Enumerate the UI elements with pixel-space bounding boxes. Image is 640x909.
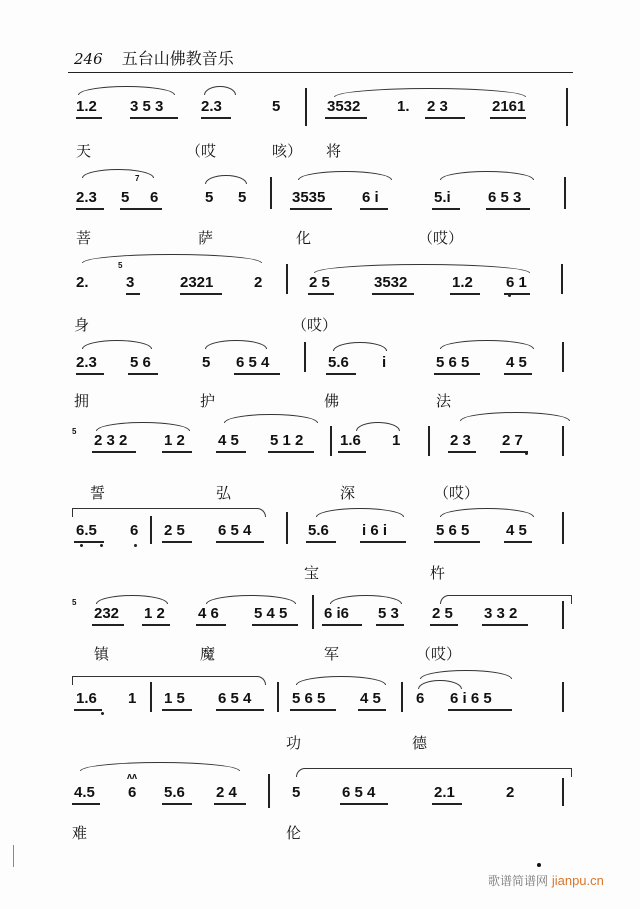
octave-dot (80, 544, 83, 547)
underline (162, 803, 192, 805)
underline (434, 541, 480, 543)
slur (82, 169, 154, 178)
underline (268, 451, 314, 453)
underline (340, 803, 388, 805)
lyric: （哎） (416, 645, 462, 663)
lyric: 萨 (198, 229, 214, 247)
underline (130, 117, 178, 119)
note-group: 2.3 (76, 354, 97, 371)
note-group: 2 7 (502, 432, 523, 449)
underline (196, 624, 226, 626)
note-group: 6 5 3 (488, 189, 522, 206)
slur (460, 412, 570, 421)
note-group: 2. (76, 274, 89, 291)
barline (562, 426, 564, 456)
note-group: 2 5 (309, 274, 330, 291)
lyric: 护 (200, 392, 216, 410)
note-group: 4 5 (506, 354, 527, 371)
slur (296, 768, 572, 777)
underline (76, 373, 104, 375)
slur (440, 508, 534, 517)
note-group: 6 5 4 (342, 784, 376, 801)
note-group: 5 (272, 98, 281, 115)
underline (216, 451, 246, 453)
lyric: 将 (326, 142, 342, 160)
note-group: 1.2 (76, 98, 97, 115)
barline (562, 342, 564, 372)
underline (504, 293, 530, 295)
barline (562, 682, 564, 712)
lyric: （哎） (418, 229, 464, 247)
page-header (74, 46, 234, 69)
slur (296, 676, 386, 685)
underline (308, 293, 334, 295)
lyric: 宝 (304, 564, 320, 582)
slur (420, 670, 512, 679)
slur (356, 422, 400, 431)
underline (76, 208, 104, 210)
barline (312, 595, 314, 629)
slur (440, 340, 534, 349)
underline (92, 451, 136, 453)
note-group: 3532 (374, 274, 408, 291)
underline (504, 541, 532, 543)
underline (216, 541, 264, 543)
note-group: 2 3 (450, 432, 471, 449)
barline (562, 512, 564, 544)
lyric: 誓 (90, 484, 106, 502)
note-group: 6 1 (506, 274, 527, 291)
slur (224, 414, 318, 423)
barline (277, 682, 279, 712)
note-group: 5 3 (378, 605, 399, 622)
lyric: （哎） (434, 484, 480, 502)
grace-note: 7 (135, 174, 140, 183)
lyric: 天 (76, 142, 92, 160)
underline (180, 293, 222, 295)
underline (490, 117, 526, 119)
note-group: 5 6 5 (436, 522, 470, 539)
underline (162, 709, 192, 711)
note-group: 1 (128, 690, 137, 707)
barline (286, 512, 288, 544)
scan-edge-mark (13, 845, 14, 867)
note-group: 1 (392, 432, 401, 449)
slur (316, 508, 404, 517)
underline (448, 451, 476, 453)
lyric: （哎 (186, 142, 217, 160)
underline (201, 117, 231, 119)
note-group: 3532 (327, 98, 361, 115)
barline (566, 88, 568, 126)
note-group: 4.5 (74, 784, 95, 801)
note-group: 3 (126, 274, 135, 291)
slur (72, 508, 266, 517)
watermark-cn: 歌谱简谱网 (488, 874, 549, 888)
underline (74, 541, 104, 543)
note-group: 2 4 (216, 784, 237, 801)
note-group: 2 (254, 274, 263, 291)
lyric: 军 (324, 645, 340, 663)
underline (214, 803, 246, 805)
note-group: 3535 (292, 189, 326, 206)
slur (72, 676, 266, 685)
note-group: 1 2 (144, 605, 165, 622)
lyric: 魔 (200, 645, 216, 663)
note-group: 6 i6 (324, 605, 350, 622)
slur (80, 762, 240, 771)
lyric: 难 (72, 824, 88, 842)
octave-dot (100, 544, 103, 547)
underline (120, 208, 162, 210)
underline (234, 373, 280, 375)
note-group: 4 6 (198, 605, 219, 622)
note-group: 2321 (180, 274, 214, 291)
note-group: 5 6 5 (436, 354, 470, 371)
note-group: 6 (150, 189, 159, 206)
header-rule (68, 72, 573, 73)
note-group: 5.6 (308, 522, 329, 539)
note-group: 4 5 (360, 690, 381, 707)
barline (564, 177, 566, 209)
note-group: 6 (130, 522, 139, 539)
note-group: 2.3 (201, 98, 222, 115)
barline (286, 264, 288, 294)
barline (562, 778, 564, 806)
barline (150, 682, 152, 712)
note-group: 5 6 (130, 354, 151, 371)
underline (432, 208, 460, 210)
note-group: 5 6 5 (292, 690, 326, 707)
slur (82, 254, 262, 263)
note-group: 6 5 4 (218, 522, 252, 539)
underline (450, 293, 480, 295)
note-group: 4 5 (506, 522, 527, 539)
note-group: 2 5 (164, 522, 185, 539)
underline (162, 541, 192, 543)
slur (78, 86, 175, 95)
note-group: 2.3 (76, 189, 97, 206)
underline (360, 541, 406, 543)
octave-dot (134, 544, 137, 547)
underline (326, 373, 356, 375)
barline (304, 342, 306, 372)
note-group: 5 (205, 189, 214, 206)
slur (204, 86, 236, 95)
note-group: 5 (292, 784, 301, 801)
grace-note: 5 (72, 598, 77, 607)
grace-note: 5 (72, 427, 77, 436)
underline (486, 208, 530, 210)
slur (330, 595, 402, 604)
underline (306, 541, 336, 543)
note-group: 2 (506, 784, 515, 801)
lyric: 杵 (430, 564, 446, 582)
note-group: 5 (121, 189, 130, 206)
slur (82, 340, 152, 349)
underline (425, 117, 465, 119)
underline (360, 208, 388, 210)
lyric: 德 (412, 734, 428, 752)
underline (376, 624, 404, 626)
note-group: 232 (94, 605, 120, 622)
watermark-en: jianpu.cn (551, 873, 604, 888)
underline (290, 208, 332, 210)
underline (448, 709, 512, 711)
barline (428, 426, 430, 456)
lyric: 拥 (74, 392, 90, 410)
slur (333, 342, 387, 351)
underline (92, 624, 124, 626)
underline (74, 709, 102, 711)
ink-speck (537, 863, 541, 867)
note-group: 6 i 6 5 (450, 690, 492, 707)
note-group: 6 5 4 (218, 690, 252, 707)
lyric: 镇 (94, 645, 110, 663)
lyric: 化 (296, 229, 312, 247)
underline (128, 373, 158, 375)
lyric: 佛 (324, 392, 340, 410)
slur (440, 595, 572, 604)
barline (305, 88, 307, 126)
note-group: 1 5 (164, 690, 185, 707)
barline (330, 426, 332, 456)
underline (216, 709, 264, 711)
underline (162, 451, 192, 453)
lyric: 身 (74, 316, 90, 334)
underline (504, 373, 532, 375)
note-group: 5.6 (328, 354, 349, 371)
note-group: 6 i (362, 189, 379, 206)
slur (96, 422, 190, 431)
underline (338, 451, 366, 453)
underline (432, 803, 462, 805)
underline (430, 624, 458, 626)
note-group: 6 (128, 784, 137, 801)
underline (322, 624, 362, 626)
note-group: 2.1 (434, 784, 455, 801)
underline (72, 803, 100, 805)
note-group: 3 3 2 (484, 605, 518, 622)
underline (372, 293, 414, 295)
barline (401, 682, 403, 712)
page-number: 246 (74, 50, 103, 68)
book-title: 五台山佛教音乐 (121, 49, 234, 68)
underline (500, 451, 528, 453)
trill-mark: ʌʌ (127, 771, 138, 781)
slur (314, 264, 530, 273)
slur (334, 88, 526, 97)
note-group: 5 1 2 (270, 432, 304, 449)
note-group: 1.6 (76, 690, 97, 707)
watermark (488, 872, 604, 889)
underline (290, 709, 336, 711)
note-group: 5 (202, 354, 211, 371)
lyric: （哎） (292, 316, 338, 334)
underline (434, 373, 480, 375)
lyric: 伦 (286, 824, 302, 842)
underline (76, 117, 102, 119)
underline (142, 624, 170, 626)
slur (418, 680, 462, 689)
lyric: 法 (436, 392, 452, 410)
slur (205, 175, 247, 184)
note-group: 6 5 4 (236, 354, 270, 371)
underline (358, 709, 386, 711)
note-group: i (382, 354, 387, 371)
slur (205, 340, 267, 349)
barline (150, 516, 152, 544)
underline (126, 293, 140, 295)
note-group: 5.6 (164, 784, 185, 801)
lyric: 功 (286, 734, 302, 752)
slur (96, 595, 168, 604)
slur (206, 595, 296, 604)
barline (562, 601, 564, 629)
note-group: 5.i (434, 189, 451, 206)
underline (325, 117, 367, 119)
grace-note: 5 (118, 261, 123, 270)
note-group: 2 3 (427, 98, 448, 115)
note-group: 1.2 (452, 274, 473, 291)
note-group: 2 3 2 (94, 432, 128, 449)
note-group: 4 5 (218, 432, 239, 449)
barline (270, 177, 272, 209)
underline (482, 624, 528, 626)
note-group: 6.5 (76, 522, 97, 539)
slur (298, 171, 392, 180)
note-group: 2 5 (432, 605, 453, 622)
note-group: 5 (238, 189, 247, 206)
octave-dot (101, 712, 104, 715)
note-group: 1.6 (340, 432, 361, 449)
barline (561, 264, 563, 294)
note-group: 6 (416, 690, 425, 707)
note-group: 3 5 3 (130, 98, 164, 115)
lyric: 咳） (272, 142, 303, 160)
lyric: 深 (340, 484, 356, 502)
note-group: 1 2 (164, 432, 185, 449)
underline (252, 624, 298, 626)
note-group: i 6 i (362, 522, 388, 539)
note-group: 2161 (492, 98, 526, 115)
lyric: 菩 (76, 229, 92, 247)
slur (440, 171, 534, 180)
lyric: 弘 (216, 484, 232, 502)
barline (268, 774, 270, 808)
note-group: 5 4 5 (254, 605, 288, 622)
note-group: 1. (397, 98, 410, 115)
